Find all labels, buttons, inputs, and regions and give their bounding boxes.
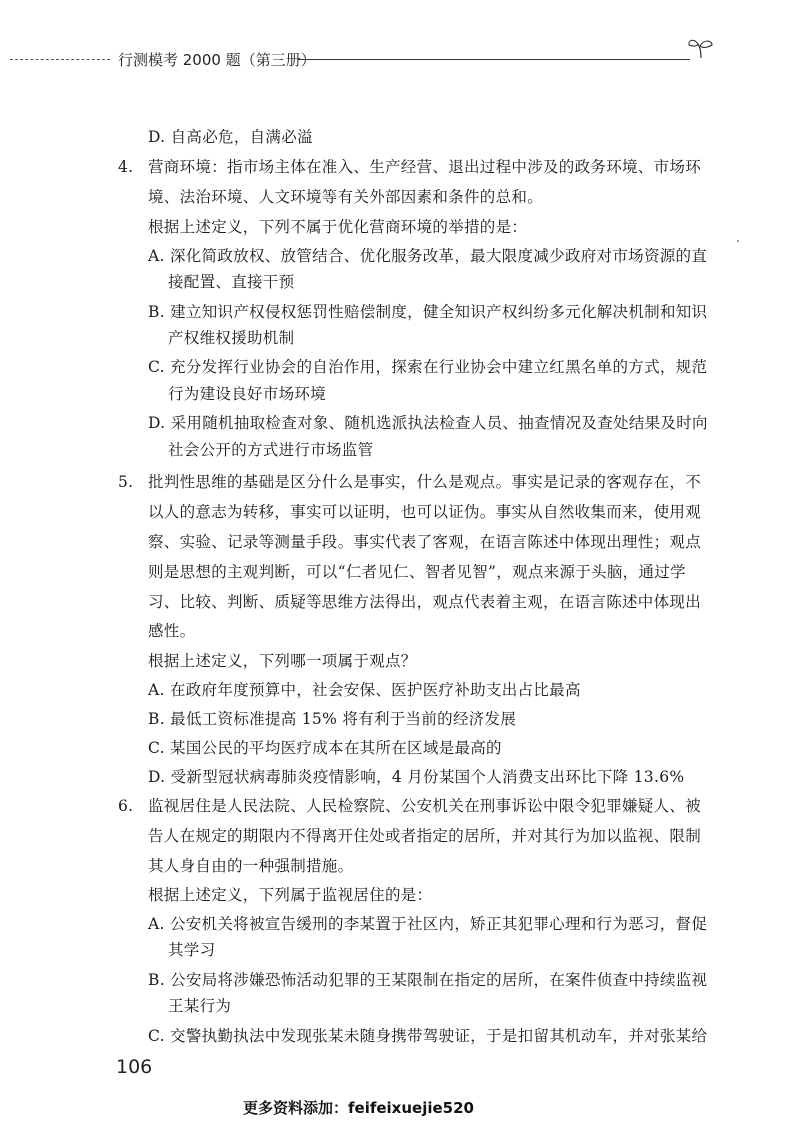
option-b-cont: 产权维权援助机制	[168, 329, 295, 347]
option-d-q3: D. 自高必危，自满必溢	[148, 128, 313, 146]
question-text-line: 察、实验、记录等测量手段。事实代表了客观，在语言陈述中体现出理性；观点	[148, 533, 702, 551]
question-text-line: 以人的意志为转移，事实可以证明，也可以证伪。事实从自然收集而来，使用观	[148, 503, 702, 521]
question-text-line: 习、比较、判断、质疑等思维方法得出，观点代表着主观，在语言陈述中体现出	[148, 593, 702, 611]
option-a: A. 深化简政放权、放管结合、优化服务改革，最大限度减少政府对市场资源的直	[148, 247, 708, 265]
option-d: D. 受新型冠状病毒肺炎疫情影响，4 月份某国个人消费支出环比下降 13.6%	[148, 768, 685, 786]
option-b: B. 建立知识产权侵权惩罚性赔偿制度，健全知识产权纠纷多元化解决机制和知识	[148, 303, 708, 321]
question-stem: 根据上述定义，下列哪一项属于观点？	[148, 652, 417, 670]
option-b-cont: 王某行为	[168, 997, 232, 1015]
question-stem: 根据上述定义，下列属于监视居住的是：	[148, 886, 433, 904]
question-number: 4.	[118, 158, 134, 176]
option-a: A. 在政府年度预算中，社会安保、医护医疗补助支出占比最高	[148, 681, 581, 699]
option-b: B. 最低工资标准提高 15% 将有利于当前的经济发展	[148, 710, 517, 728]
option-a: A. 公安机关将被宣告缓刑的李某置于社区内，矫正其犯罪心理和行为恶习，督促	[148, 915, 708, 933]
option-b: B. 公安局将涉嫌恐怖活动犯罪的王某限制在指定的居所，在案件侦查中持续监视	[148, 971, 708, 989]
footer-note: 更多资料添加：feifeixuejie520	[243, 1099, 474, 1117]
option-c-cont: 行为建设良好市场环境	[168, 385, 327, 403]
question-stem: 根据上述定义，下列不属于优化营商环境的举措的是：	[148, 218, 528, 236]
question-text-line: 监视居住是人民法院、人民检察院、公安机关在刑事诉讼中限令犯罪嫌疑人、被	[148, 797, 702, 815]
page-number: 106	[116, 1056, 153, 1078]
question-text-line: 批判性思维的基础是区分什么是事实，什么是观点。事实是记录的客观存在，不	[148, 473, 702, 491]
header-title: 行测模考 2000 题（第三册）	[118, 51, 316, 69]
question-text-line: 感性。	[148, 622, 196, 640]
scan-speck	[737, 240, 739, 242]
question-number: 6.	[118, 797, 134, 815]
question-number: 5.	[118, 473, 134, 491]
question-text-line: 则是思想的主观判断，可以“仁者见仁、智者见智”，观点来源于头脑，通过学	[148, 563, 686, 581]
question-text-line: 其人身自由的一种强制措施。	[148, 857, 354, 875]
question-text-line: 告人在规定的期限内不得离开住处或者指定的居所，并对其行为加以监视、限制	[148, 827, 702, 845]
option-d: D. 采用随机抽取检查对象、随机选派执法检查人员、抽查情况及查处结果及时向	[148, 414, 708, 432]
option-d-cont: 社会公开的方式进行市场监管	[168, 441, 374, 459]
option-c: C. 充分发挥行业协会的自治作用，探索在行业协会中建立红黑名单的方式，规范	[148, 358, 708, 376]
option-a-cont: 接配置、直接干预	[168, 273, 295, 291]
option-a-cont: 其学习	[168, 941, 216, 959]
question-text-line: 营商环境：指市场主体在准入、生产经营、退出过程中涉及的政务环境、市场环	[148, 158, 702, 176]
question-text-line: 境、法治环境、人文环境等有关外部因素和条件的总和。	[148, 188, 544, 206]
option-c: C. 某国公民的平均医疗成本在其所在区域是最高的	[148, 739, 502, 757]
option-c: C. 交警执勤执法中发现张某未随身携带驾驶证，于是扣留其机动车，并对张某给	[148, 1027, 708, 1045]
